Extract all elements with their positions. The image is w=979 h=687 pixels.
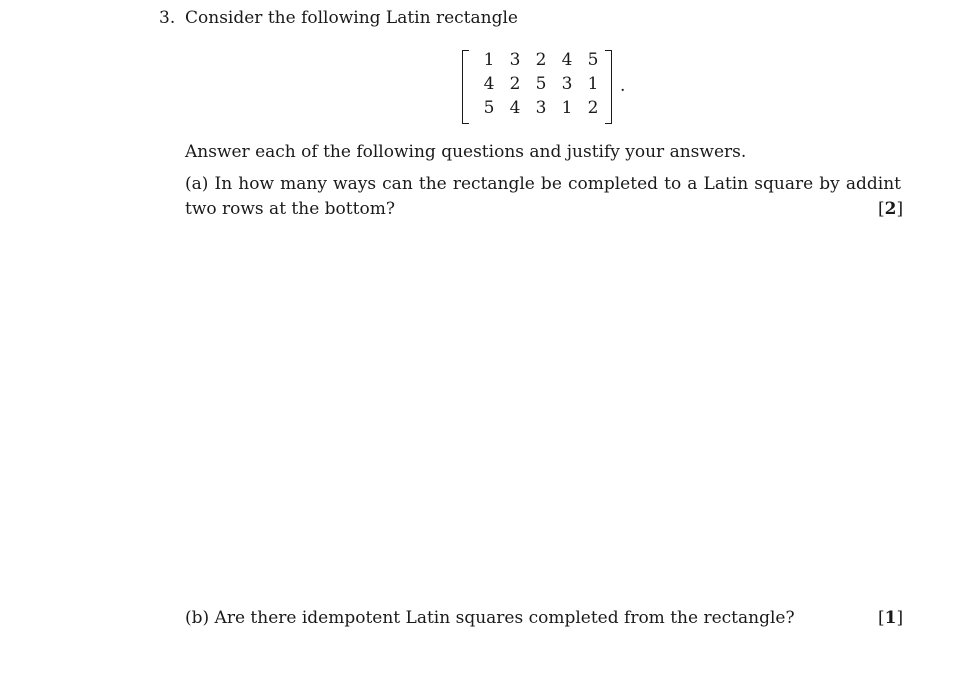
marks-close-bracket: ] bbox=[896, 608, 904, 628]
marks-close-bracket: ] bbox=[896, 199, 904, 219]
question-number: 3. bbox=[159, 8, 176, 28]
right-bracket bbox=[605, 50, 612, 124]
part-a-marks bbox=[878, 199, 903, 219]
matrix-cell: 5 bbox=[535, 74, 547, 94]
matrix-cell: 4 bbox=[509, 98, 521, 118]
matrix-cell: 3 bbox=[509, 50, 521, 70]
marks-open-bracket: [ bbox=[878, 608, 885, 628]
left-bracket bbox=[462, 50, 469, 124]
matrix-cell: 2 bbox=[509, 74, 521, 94]
matrix-cell: 3 bbox=[535, 98, 547, 118]
instructions-text: Answer each of the following questions and justify your answers. bbox=[185, 142, 747, 162]
matrix-cell: 5 bbox=[483, 98, 495, 118]
matrix-cell: 4 bbox=[483, 74, 495, 94]
matrix-cell: 5 bbox=[587, 50, 599, 70]
part-b-question: (b) Are there idempotent Latin squares completed from the rectangle? bbox=[185, 608, 795, 628]
matrix-cell: 1 bbox=[561, 98, 573, 118]
part-a-question-line-2: two rows at the bottom? bbox=[185, 199, 395, 219]
matrix-cell: 3 bbox=[561, 74, 573, 94]
question-prompt: Consider the following Latin rectangle bbox=[185, 8, 518, 28]
matrix-cell: 1 bbox=[483, 50, 495, 70]
matrix-cell: 1 bbox=[587, 74, 599, 94]
part-b-marks bbox=[878, 608, 903, 628]
matrix-cell: 2 bbox=[587, 98, 599, 118]
part-a-question-line-1: (a) In how many ways can the rectangle be completed to a Latin square by addint bbox=[185, 174, 901, 194]
matrix-period: . bbox=[620, 76, 626, 96]
marks-value: 2 bbox=[884, 199, 897, 219]
matrix-cell: 4 bbox=[561, 50, 573, 70]
matrix-cell: 2 bbox=[535, 50, 547, 70]
latin-rectangle-matrix bbox=[462, 50, 612, 124]
marks-open-bracket: [ bbox=[878, 199, 885, 219]
marks-value: 1 bbox=[884, 608, 897, 628]
